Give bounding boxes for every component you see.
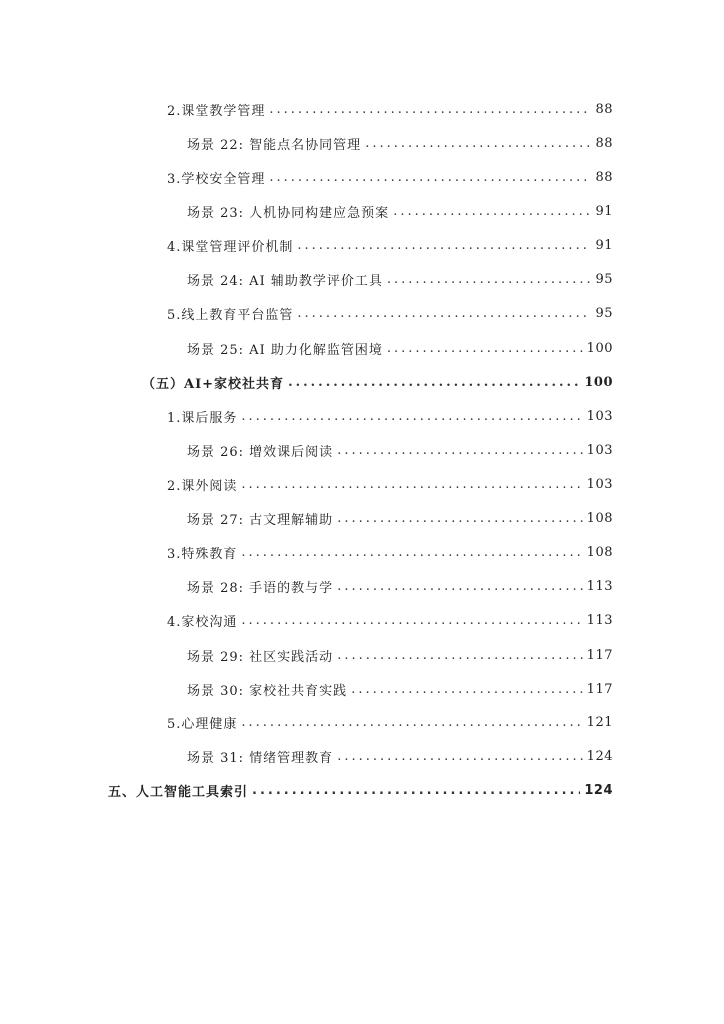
toc-entry-section[interactable] [167,167,613,187]
toc-entry-section[interactable] [167,610,613,630]
dot-leader [365,136,591,151]
toc-entry-label: 3.学校安全管理 [167,171,266,187]
dot-leader [288,375,580,390]
toc-entry-label: 4.课堂管理评价机制 [167,239,294,255]
toc-entry-scene[interactable] [187,576,613,596]
toc-entry-label: 五、人工智能工具索引 [108,784,249,800]
toc-page-number: 117 [586,647,613,663]
dot-leader [241,613,582,628]
toc-entry-label: 场景 27: 古文理解辅助 [187,512,334,528]
toc-page-number: 95 [595,271,613,287]
dot-leader [241,545,582,560]
toc-page-number: 124 [584,782,613,798]
toc-entry-label: 2.课外阅读 [167,478,238,494]
toc-entry-label: 5.线上教育平台监管 [167,307,294,323]
toc-entry-label: 2.课堂教学管理 [167,103,266,119]
dot-leader [269,102,591,117]
toc-entry-label: 场景 30: 家校社共育实践 [187,683,348,699]
toc-page-number: 113 [586,612,613,628]
toc-entry-section[interactable] [167,474,613,494]
dot-leader [337,579,582,594]
toc-entry-label: 4.家校沟通 [167,614,238,630]
toc-page-number: 124 [586,748,613,764]
toc-entry-section[interactable] [167,99,613,119]
toc-entry-section[interactable] [167,406,613,426]
dot-leader [297,238,591,253]
toc-entry-scene[interactable] [187,338,613,358]
toc-entry-section[interactable] [167,235,613,255]
toc-entry-scene[interactable] [187,133,613,153]
toc-entry-section[interactable] [167,303,613,323]
toc-page-number: 88 [595,135,613,151]
toc-entry-label: 场景 28: 手语的教与学 [187,580,334,596]
toc-page-number: 88 [595,169,613,185]
toc-page-number: 121 [586,714,613,730]
toc-entry-label: 5.心理健康 [167,716,238,732]
dot-leader [252,783,580,798]
toc-entry-label: 场景 22: 智能点名协同管理 [187,137,362,153]
dot-leader [387,341,583,356]
dot-leader [337,443,582,458]
dot-leader [337,511,582,526]
toc-entry-label: 3.特殊教育 [167,546,238,562]
toc-page-number: 88 [595,101,613,117]
toc-page-number: 113 [586,578,613,594]
toc-entry-label: 场景 26: 增效课后阅读 [187,444,334,460]
dot-leader [241,715,582,730]
toc-entry-scene[interactable] [187,201,613,221]
toc-entry-label: 场景 31: 情绪管理教育 [187,750,334,766]
dot-leader [337,648,582,663]
toc-entry-section[interactable] [167,542,613,562]
toc-entry-chapter[interactable] [108,780,613,800]
toc-entry-scene[interactable] [187,746,613,766]
dot-leader [241,477,582,492]
toc-entry-label: 场景 25: AI 助力化解监管困境 [187,342,383,358]
toc-page-number: 108 [586,544,613,560]
toc-page-number: 100 [584,374,613,390]
dot-leader [387,272,592,287]
toc-entry-scene[interactable] [187,508,613,528]
dot-leader [351,682,582,697]
toc-entry-scene[interactable] [187,269,613,289]
toc-page-number: 91 [595,203,613,219]
toc-entry-label: 场景 29: 社区实践活动 [187,649,334,665]
toc-entry-scene[interactable] [187,440,613,460]
toc-page-number: 117 [586,681,613,697]
dot-leader [297,306,591,321]
toc-entry-label: 场景 24: AI 辅助教学评价工具 [187,273,383,289]
toc-page-number: 103 [586,476,613,492]
toc-entry-section[interactable] [167,712,613,732]
toc-entry-label: （五）AI+家校社共育 [142,376,285,392]
toc-page-number: 95 [595,305,613,321]
toc-entry-scene[interactable] [187,645,613,665]
toc-entry-scene[interactable] [187,679,613,699]
dot-leader [241,409,582,424]
toc-entry-label: 1.课后服务 [167,410,238,426]
toc-entry-part[interactable] [142,372,613,392]
toc-page-number: 100 [586,340,613,356]
dot-leader [337,749,582,764]
toc-page-number: 103 [586,442,613,458]
toc-page-number: 91 [595,237,613,253]
dot-leader [393,204,591,219]
toc-page-number: 103 [586,408,613,424]
dot-leader [269,170,591,185]
toc-page-number: 108 [586,510,613,526]
toc-entry-label: 场景 23: 人机协同构建应急预案 [187,205,390,221]
